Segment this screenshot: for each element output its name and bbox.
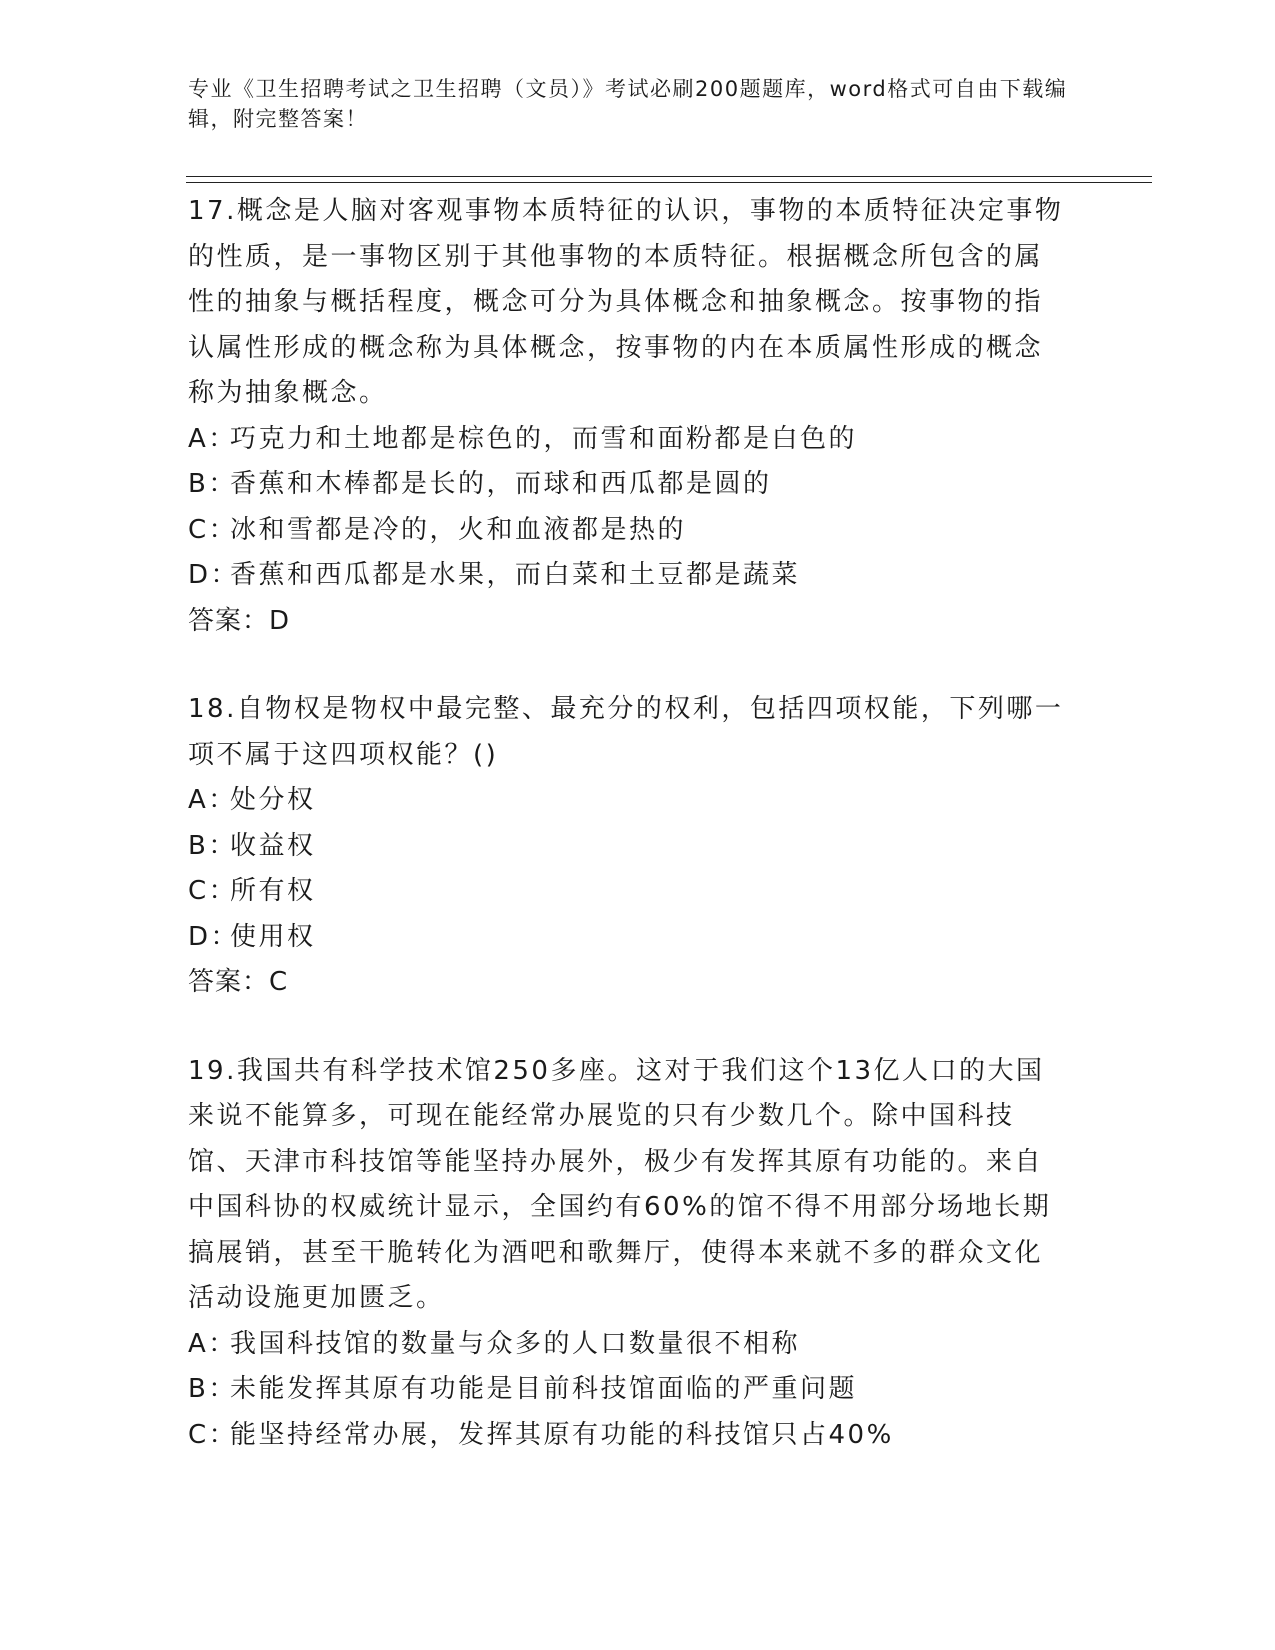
question-stem: 19.我国共有科学技术馆250多座。这对于我们这个13亿人口的大国来说不能算多，可现在能经常办展览的只有少数几个。除中国科技馆、天津市科技馆等能坚持办展外，极少有发挥其原有功能的。来自中国科协的权威统计显示，全国约有60%的馆不得不用部分场地长期搞展销，甚至干脆转化为酒吧和歌舞厅，使得本来就不多的群众文化活动设施更加匮乏。 [188, 1055, 1052, 1313]
option-text: 处分权 [230, 785, 316, 815]
option-text: 收益权 [230, 830, 316, 861]
answer-line: 答案：D [188, 605, 291, 636]
option-text: 巧克力和土地都是棕色的，而雪和面粉都是白色的 [230, 423, 858, 454]
header-divider-top [186, 176, 1152, 177]
option-text: 我国科技馆的数量与众多的人口数量很不相称 [230, 1328, 801, 1359]
option-key: C： [188, 1419, 238, 1450]
option-key: A： [188, 423, 237, 454]
answer-line: 答案：C [188, 967, 289, 997]
option-c [188, 508, 1068, 554]
document-header: 专业《卫生招聘考试之卫生招聘（文员）》考试必刷200题题库，word格式可自由下载编辑，附完整答案！ [188, 77, 1068, 131]
option-a [188, 417, 1068, 463]
option-key: B： [188, 1374, 237, 1404]
question-stem: 17.概念是人脑对客观事物本质特征的认识，事物的本质特征决定事物的性质，是一事物区别于其他事物的本质特征。根据概念所包含的属性的抽象与概括程度，概念可分为具体概念和抽象概念。按事物的指认属性形成的概念称为具体概念，按事物的内在本质属性形成的概念称为抽象概念。 [188, 196, 1064, 408]
option-a [188, 1322, 1068, 1368]
option-key: D： [188, 560, 240, 590]
option-text: 香蕉和木棒都是长的，而球和西瓜都是圆的 [230, 469, 772, 499]
option-key: D： [188, 921, 240, 952]
option-text: 所有权 [230, 876, 316, 906]
option-c [188, 869, 1068, 915]
option-a [188, 778, 1068, 824]
option-text: 能坚持经常办展，发挥其原有功能的科技馆只占40% [230, 1419, 894, 1450]
option-key: A： [188, 1328, 237, 1359]
option-d [188, 553, 1068, 599]
option-b [188, 462, 1068, 508]
option-text: 香蕉和西瓜都是水果，而白菜和土豆都是蔬菜 [230, 560, 801, 590]
option-key: B： [188, 830, 237, 861]
option-key: A： [188, 785, 237, 815]
option-c [188, 1413, 1068, 1459]
question-stem: 18.自物权是物权中最完整、最充分的权利，包括四项权能，下列哪一项不属于这四项权能？() [188, 694, 1064, 770]
option-text: 使用权 [230, 921, 316, 952]
option-d [188, 915, 1068, 961]
option-key: B： [188, 469, 237, 499]
header-divider-bottom [186, 182, 1152, 183]
option-key: C： [188, 514, 238, 545]
question-18 [188, 687, 1068, 1006]
option-key: C： [188, 876, 238, 906]
question-17 [188, 189, 1068, 644]
question-list [188, 189, 1068, 1501]
option-b [188, 1367, 1068, 1413]
option-text: 冰和雪都是冷的，火和血液都是热的 [230, 514, 687, 545]
option-b [188, 824, 1068, 870]
question-19 [188, 1049, 1068, 1459]
option-text: 未能发挥其原有功能是目前科技馆面临的严重问题 [230, 1374, 858, 1404]
